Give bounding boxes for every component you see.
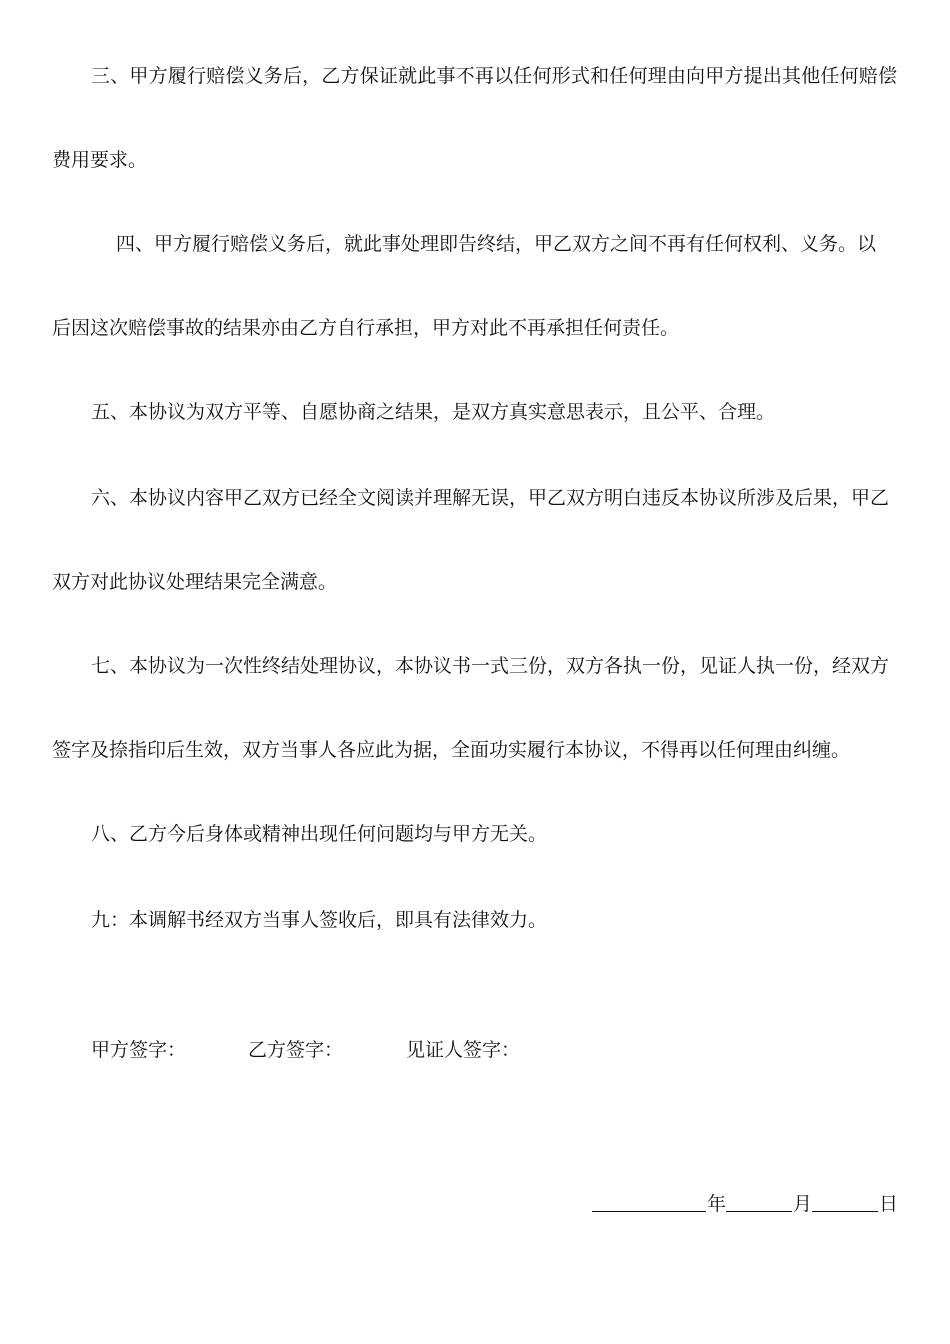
clause-6-line-1: 六、本协议内容甲乙双方已经全文阅读并理解无误，甲乙双方明白违反本协议所涉及后果，甲乙	[91, 487, 890, 509]
day-label: 日	[879, 1193, 899, 1215]
clause-7-line-2: 签字及捺指印后生效，双方当事人各应此为据，全面功实履行本协议，不得再以任何理由纠缠。	[52, 739, 851, 761]
year-label: 年	[707, 1193, 727, 1215]
month-label: 月	[793, 1193, 813, 1215]
day-blank[interactable]	[812, 1211, 878, 1212]
clause-7-line-1: 七、本协议为一次性终结处理协议，本协议书一式三份，双方各执一份，见证人执一份，经双方	[91, 655, 890, 677]
date-line	[590, 1192, 900, 1218]
clause-9-line-1: 九：本调解书经双方当事人签收后，即具有法律效力。	[91, 909, 548, 931]
party-b-signature-label: 乙方签字：	[248, 1039, 344, 1061]
clause-4-line-2: 后因这次赔偿事故的结果亦由乙方自行承担，甲方对此不再承担任何责任。	[52, 317, 680, 339]
clause-8-line-1: 八、乙方今后身体或精神出现任何问题均与甲方无关。	[91, 823, 548, 845]
year-blank[interactable]	[592, 1211, 706, 1212]
clause-3-line-1: 三、甲方履行赔偿义务后，乙方保证就此事不再以任何形式和任何理由向甲方提出其他任何赔偿	[91, 65, 898, 87]
witness-signature-label: 见证人签字：	[406, 1039, 521, 1061]
clause-5-line-1: 五、本协议为双方平等、自愿协商之结果，是双方真实意思表示，且公平、合理。	[91, 401, 776, 423]
clause-4-line-1: 四、甲方履行赔偿义务后，就此事处理即告终结，甲乙双方之间不再有任何权利、义务。以	[116, 233, 877, 255]
clause-3-line-2: 费用要求。	[52, 149, 148, 171]
month-blank[interactable]	[726, 1211, 792, 1212]
clause-6-line-2: 双方对此协议处理结果完全满意。	[52, 571, 338, 593]
party-a-signature-label: 甲方签字：	[91, 1039, 187, 1061]
